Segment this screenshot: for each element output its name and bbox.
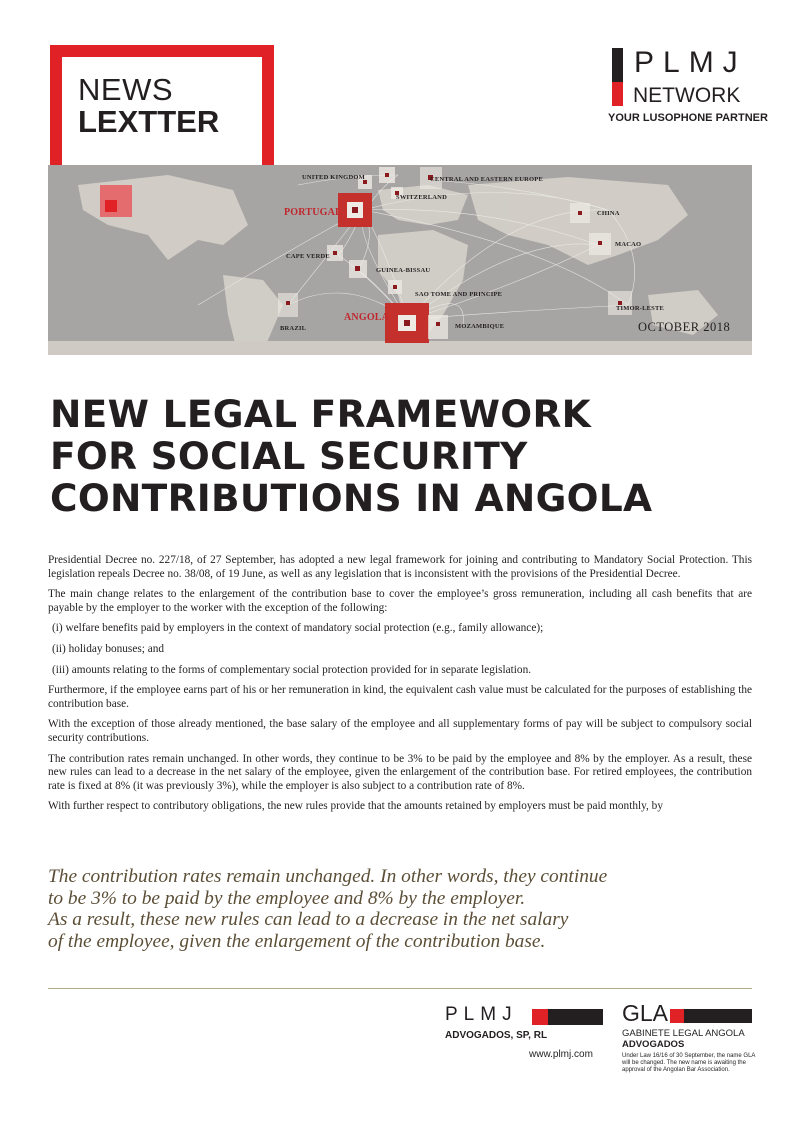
map-label-uk: UNITED KINGDOM — [302, 174, 365, 181]
body-paragraph: With the exception of those already mentioned, the base salary of the employee and all supplementary forms of pay will be subject to compulsory social security contributions. — [48, 718, 752, 744]
body-paragraph: The contribution rates remain unchanged. In other words, they continue to be 3% to be paid by the employee and 8% by the employer. As a result, these new rules can lead to a decrease in the net salary of the employee, given the enlargement of the contribution base. For retired employees, the contribution rate is fixed at 8% (it was previously 3%), while the employer is also subject to a contribution rate of 8%. — [48, 752, 752, 792]
map-label-portugal: PORTUGAL — [284, 207, 342, 218]
pull-quote — [48, 866, 648, 952]
map-label-china: CHINA — [597, 210, 620, 217]
pull-quote-line1: The contribution rates remain unchanged. In other words, they continue — [48, 866, 608, 887]
list-item: (ii) holiday bonuses; and — [52, 642, 165, 655]
body-paragraph: The main change relates to the enlargement of the contribution base to cover the employee’s gross remuneration, including all cash benefits that are payable by the employer to the worker with the exception of the following: — [48, 588, 752, 614]
world-map-banner — [48, 165, 752, 355]
gla-black-block — [684, 1009, 752, 1023]
body-paragraph: Presidential Decree no. 227/18, of 27 September, has adopted a new legal framework for joining and contributing to Mandatory Social Protection. This legislation repeals Decree no. 38/08, of 19 June, as well as any legislation that is inconsistent with the provisions of the Presidential Decree. — [48, 554, 752, 580]
headline-line3: CONTRIBUTIONS IN ANGOLA — [50, 476, 653, 520]
map-label-timor: TIMOR-LESTE — [616, 305, 665, 312]
map-label-switzerland: SWITZERLAND — [396, 194, 447, 201]
map-label-cape-verde: CAPE VERDE — [286, 253, 330, 260]
body-paragraph: With further respect to contributory obligations, the new rules provide that the amounts retained by employers must be paid monthly, by — [48, 800, 663, 813]
gla-name: GLA — [622, 1000, 669, 1026]
map-label-cee: CENTRAL AND EASTERN EUROPE — [430, 176, 544, 183]
newsletter-title-line2: LEXTTER — [78, 104, 220, 139]
logo-network: NETWORK — [633, 84, 741, 107]
plmj-footer-red-block — [532, 1009, 548, 1025]
pull-quote-line4: of the employee, given the enlargement of the contribution base. — [48, 930, 546, 952]
issue-date: OCTOBER 2018 — [638, 320, 731, 334]
gla-advogados: ADVOGADOS — [622, 1039, 685, 1050]
gla-red-block — [670, 1009, 684, 1023]
map-label-guinea-bissau: GUINEA-BISSAU — [376, 267, 431, 274]
gla-note: Under Law 16/16 of 30 September, the name GLA will be changed. The new name is awaiting the approval of the Angolan Bar Association. — [622, 1053, 756, 1073]
headline-line2: FOR SOCIAL SECURITY — [50, 434, 528, 478]
article-body — [48, 554, 752, 821]
map-label-brazil: BRAZIL — [280, 325, 307, 332]
list-item: (i) welfare benefits paid by employers in the context of mandatory social protection (e.g., family allowance); — [52, 622, 544, 635]
plmj-footer-black-block — [548, 1009, 603, 1025]
pull-quote-line3: As a result, these new rules can lead to a decrease in the net salary — [48, 909, 569, 930]
logo-tagline: YOUR LUSOPHONE PARTNER — [608, 112, 768, 124]
plmj-website-link[interactable]: www.plmj.com — [529, 1049, 593, 1060]
logo-brand-name: PLMJ — [634, 46, 747, 79]
map-label-sao-tome: SAO TOME AND PRINCIPE — [415, 291, 503, 298]
newsletter-title-line1: NEWS — [78, 72, 173, 107]
list-item: (iii) amounts relating to the forms of complementary social protection provided for in separate legislation. — [52, 663, 532, 676]
gla-subtitle: GABINETE LEGAL ANGOLA — [622, 1028, 745, 1039]
plmj-footer-subtitle: ADVOGADOS, SP, RL — [445, 1030, 548, 1041]
plmj-footer-name: PLMJ — [445, 1004, 518, 1025]
newsletter-title — [78, 74, 225, 138]
article-headline — [50, 393, 750, 519]
headline-line1: NEW LEGAL FRAMEWORK — [50, 392, 592, 436]
map-label-angola: ANGOLA — [344, 312, 390, 323]
map-label-mozambique: MOZAMBIQUE — [455, 323, 505, 330]
pull-quote-line2: to be 3% to be paid by the employee and 8% by the employer. — [48, 887, 526, 909]
map-label-macao: MACAO — [615, 241, 642, 248]
logo-bar-red — [612, 82, 623, 106]
footer-divider — [48, 988, 752, 989]
body-paragraph: Furthermore, if the employee earns part of his or her remuneration in kind, the equivalent cash value must be calculated for the purposes of establishing the contribution base. — [48, 684, 752, 710]
